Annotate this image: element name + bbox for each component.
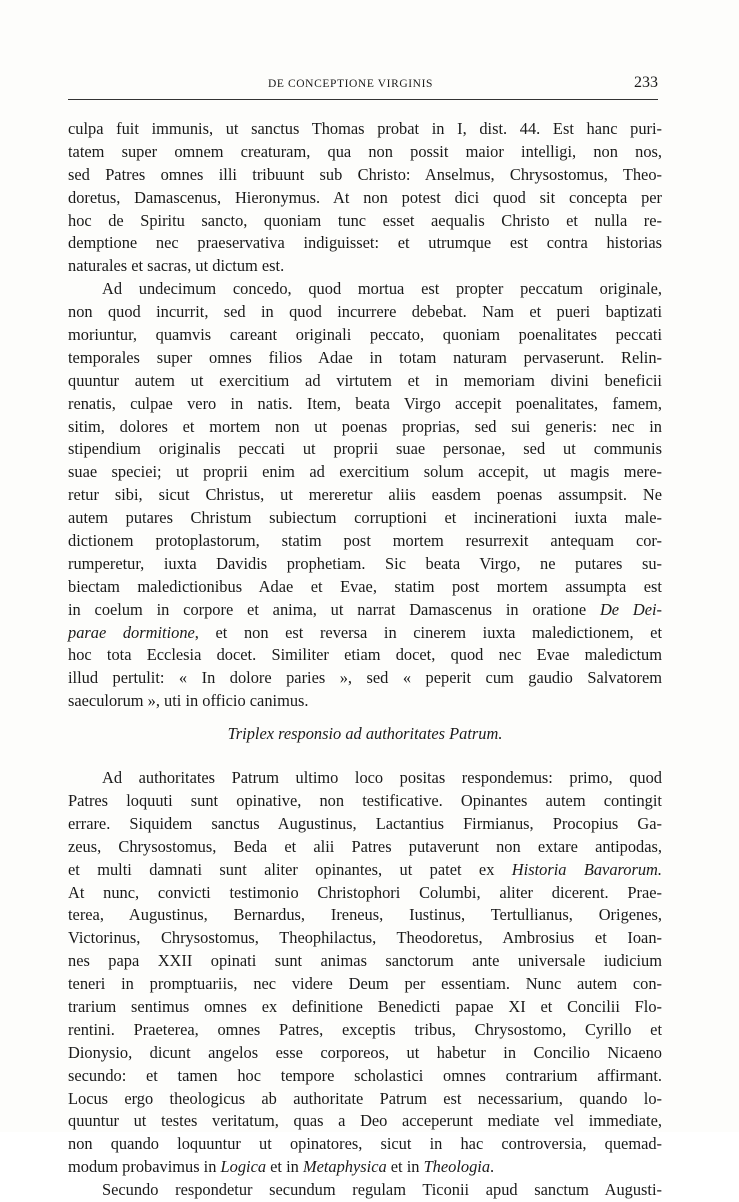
text-line: Locus ergo theologicus ab authoritate Patrum est necessarium, quando lo-: [68, 1088, 662, 1108]
text-line: errare. Siquidem sanctus Augustinus, Lactantius Firmianus, Procopius Ga-: [68, 813, 662, 833]
text-line: doretus, Damascenus, Hieronymus. At non potest dici quod sit concepta per: [68, 187, 662, 207]
text-segment: .: [490, 1157, 495, 1177]
text-line: illud pertulit: « In dolore paries », sed « peperit cum gaudio Salvatorem: [68, 668, 662, 688]
text-line: suae speciei; ut proprii enim ad exercitium solum accepit, ut magis mere-: [68, 462, 662, 482]
text-line: terea, Augustinus, Bernardus, Ireneus, Iustinus, Tertullianus, Origenes,: [68, 905, 662, 925]
text-line: rentini. Praeterea, omnes Patres, exceptis tribus, Chrysostomo, Cyrillo et: [68, 1019, 662, 1039]
text-line: teneri in promptuariis, nec videre Deum per essentiam. Nunc autem con-: [68, 974, 662, 994]
text-line: At nunc, convicti testimonio Christophori Columbi, aliter dicerent. Prae-: [68, 882, 662, 902]
italic-title: De Dei-: [599, 599, 662, 619]
italic-title: Theologia: [423, 1157, 491, 1177]
paragraph-3: [68, 767, 662, 1179]
text-line: quuntur ut testes veritatum, quas a Deo acceperunt mediate vel immediate,: [68, 1111, 662, 1131]
text-line: sed Patres omnes illi tribuunt sub Christo: Anselmus, Chrysostomus, Theo-: [68, 164, 662, 184]
text-line: retur sibi, sicut Christus, ut mereretur aliis easdem poenas assumpsit. Ne: [68, 485, 662, 505]
paragraph-2: [68, 278, 662, 713]
text-line: Secundo respondetur secundum regulam Ticonii apud sanctum Augusti-: [102, 1180, 662, 1200]
text-line: non quod incurrit, sed in quod incurrere debebat. Nam et pueri baptizati: [68, 302, 662, 322]
text-segment: et in: [266, 1157, 303, 1177]
text-line: Victorinus, Chrysostomus, Theophilactus, Theodoretus, Ambrosius et Ioan-: [68, 928, 662, 948]
text-line: trarium sentimus omnes ex definitione Benedicti papae XI et Concilii Flo-: [68, 996, 662, 1016]
text-line: Ad undecimum concedo, quod mortua est propter peccatum originale,: [102, 279, 662, 299]
page-number: 233: [634, 74, 658, 91]
text-line: [68, 622, 662, 645]
text-line: dictionem protoplastorum, statim post mortem resurrexit antequam cor-: [68, 531, 662, 551]
text-segment: , et non est reversa in cinerem iuxta maledictionem, et: [194, 622, 662, 642]
text-line: Ad authoritates Patrum ultimo loco positas respondemus: primo, quod: [102, 768, 662, 788]
text-line: [68, 599, 662, 622]
text-line: saeculorum », uti in officio canimus.: [68, 691, 309, 711]
header-rule: [68, 99, 658, 100]
text-line: hoc tota Ecclesia docet. Similiter etiam docet, quod nec Evae maledictum: [68, 645, 662, 665]
italic-title: Logica: [220, 1157, 267, 1177]
text-segment: et in: [386, 1157, 424, 1177]
text-line: culpa fuit immunis, ut sanctus Thomas probat in I, dist. 44. Est hanc puri-: [68, 119, 662, 138]
italic-title: Historia Bavarorum.: [511, 859, 662, 879]
text-line: temporales super omnes filios Adae in totam naturam pervaserunt. Relin-: [68, 347, 662, 367]
paragraph-4: [68, 1179, 662, 1202]
text-line: stipendium originalis peccati ut proprii suae personae, sed ut communis: [68, 439, 662, 459]
text-line: biectam maledictionibus Adae et Evae, statim post mortem assumpta est: [68, 576, 662, 596]
text-line: autem putares Christum subiectum corruptioni et incinerationi iuxta male-: [68, 508, 662, 528]
text-line: rumperetur, iuxta Davidis prophetiam. Sic beata Virgo, ne putares su-: [68, 553, 662, 573]
body-text: [68, 118, 662, 1202]
running-title: DE CONCEPTIONE VIRGINIS: [268, 78, 434, 90]
text-line: Patres loquuti sunt opinative, non testificative. Opinantes autem contingit: [68, 790, 662, 810]
section-heading: Triplex responsio ad authoritates Patrum.: [227, 724, 503, 744]
text-line: [68, 1156, 662, 1179]
running-head: [68, 76, 658, 98]
text-line: moriuntur, quamvis careant originali peccato, quoniam poenalitates peccati: [68, 325, 662, 345]
text-line: [68, 859, 662, 882]
italic-title: parae dormitione: [68, 622, 195, 642]
text-line: zeus, Chrysostomus, Beda et alii Patres putaverunt non extare antipodas,: [68, 836, 662, 856]
text-line: renatis, culpae vero in natis. Item, beata Virgo accepit poenalitates, famem,: [68, 393, 662, 413]
text-line: Dionysio, dicunt angelos esse corporeos, ut habetur in Concilio Nicaeno: [68, 1042, 662, 1062]
text-line: secundo: et tamen hoc tempore scholastici omnes contrarium affirmant.: [68, 1065, 662, 1085]
text-line: sitim, dolores et mortem non ut poenas proprias, sed sui generis: nec in: [68, 416, 662, 436]
text-line: naturales et sacras, ut dictum est.: [68, 256, 285, 276]
text-line: hoc de Spiritu sancto, quoniam tunc esset aequalis Christo et nulla re-: [68, 210, 662, 230]
italic-title: Metaphysica: [302, 1157, 387, 1177]
text-line: non quando loquuntur ut opinatores, sicut in hac controversia, quemad-: [68, 1134, 662, 1154]
text-line: tatem super omnem creaturam, qua non possit maior intelligi, non nos,: [68, 141, 662, 161]
text-line: demptione nec praeservativa indiguisset: et utrumque est contra historias: [68, 233, 662, 253]
text-segment: modum probavimus in: [68, 1157, 221, 1177]
text-line: quuntur autem ut exercitium ad virtutem et in memoriam divini beneficii: [68, 370, 662, 390]
text-line: nes papa XXII opinati sunt animas sanctorum ante universale iudicium: [68, 951, 662, 971]
text-segment: et multi damnati sunt aliter opinantes, ut patet ex: [68, 859, 512, 879]
text-segment: in coelum in corpore et anima, ut narrat Damascenus in oratione: [68, 599, 600, 619]
paragraph-1: [68, 118, 662, 278]
